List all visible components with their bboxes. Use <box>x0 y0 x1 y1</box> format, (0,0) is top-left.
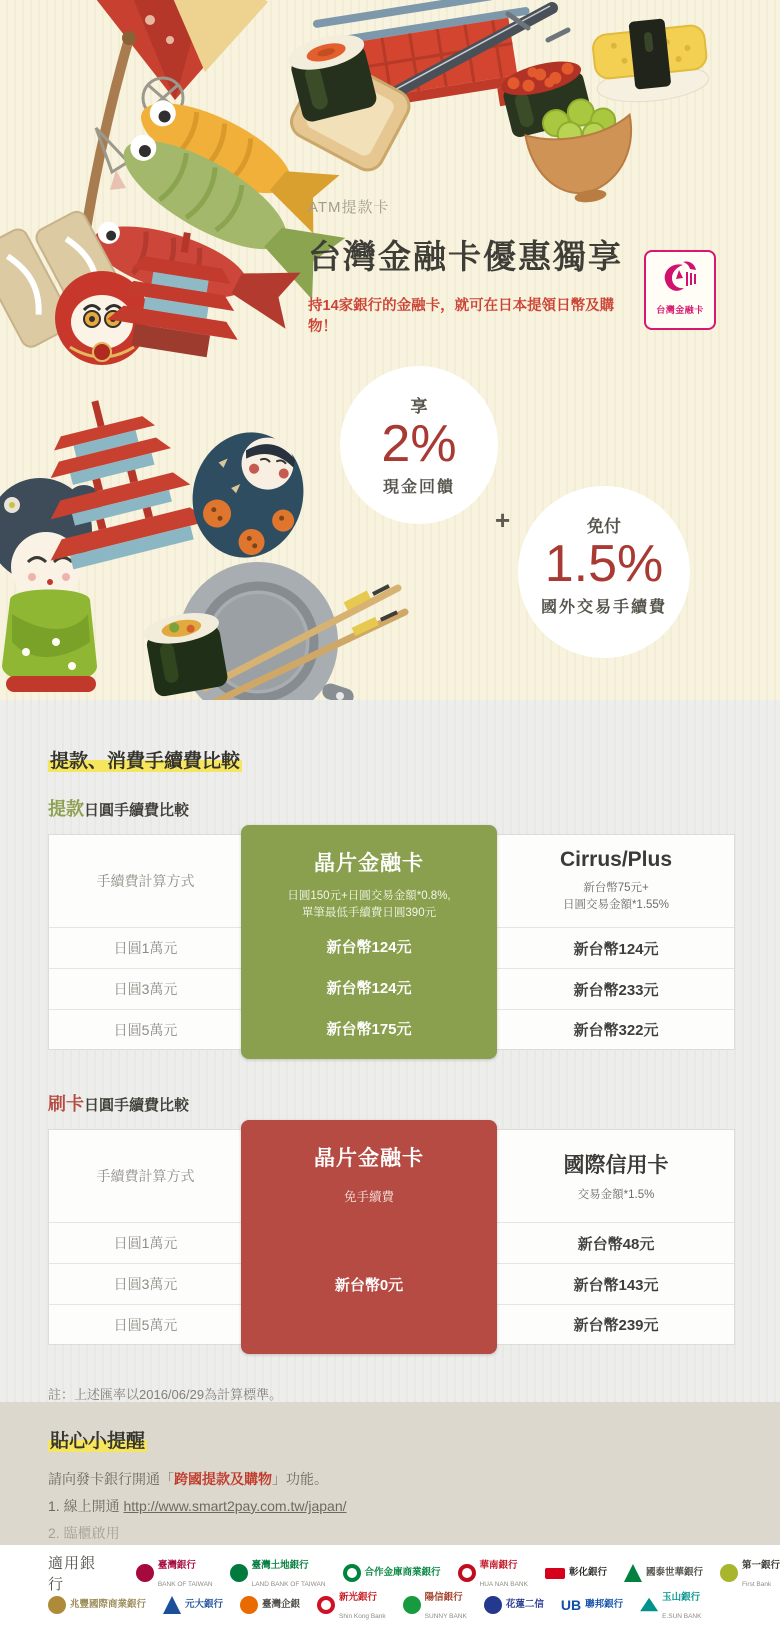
amount-cell: 日圓1萬元 <box>49 1222 242 1263</box>
yuanta-logo-icon <box>163 1596 181 1614</box>
cathay-united-logo-icon <box>624 1564 642 1582</box>
taiwan-financial-card-badge <box>644 250 716 330</box>
tamago-nigiri-icon <box>591 14 711 106</box>
shin-kong-logo-icon <box>317 1596 335 1614</box>
reminder-section <box>0 1402 780 1545</box>
offer1-value: 2% <box>381 415 457 473</box>
bank-taiwan-cooperative: 合作金庫商業銀行 <box>343 1564 441 1582</box>
value-cell: 新台幣239元 <box>498 1304 734 1344</box>
amount-cell: 日圓1萬元 <box>49 927 242 968</box>
value-cell: 新台幣233元 <box>498 968 734 1009</box>
taiwan-financial-card-logo-icon <box>659 258 701 296</box>
chip-value: 新台幣124元 <box>326 939 412 956</box>
value-cell: 新台幣322元 <box>498 1009 734 1049</box>
footnote-line: 註：上述匯率以2016/06/29為計算標準。 <box>48 1387 283 1402</box>
taiwan-business-logo-icon <box>240 1596 258 1614</box>
reminder-step2: 2. 臨櫃啟用 <box>48 1525 120 1541</box>
esun-bank-logo-icon <box>640 1596 658 1614</box>
cirrus-plus-header: Cirrus/Plus 新台幣75元+ 日圓交易金額*1.55% <box>559 848 673 911</box>
reminder-heading: 貼心小提醒 <box>50 1431 146 1452</box>
reminder-step1: 1. 線上開通 http://www.smart2pay.com.tw/japan/ <box>48 1498 347 1514</box>
offer1-prefix: 享 <box>410 397 428 416</box>
purchase-table-title: 刷卡日圓手續費比較 <box>48 1094 190 1114</box>
bank-hua-nan: 華南銀行 HUA NAN BANK <box>458 1555 528 1591</box>
bank-yuanta: 元大銀行 <box>163 1596 223 1614</box>
bank-shin-kong: 新光銀行 Shin Kong Bank <box>317 1587 386 1623</box>
chang-hwa-logo-icon <box>545 1568 565 1579</box>
chip-merged-value: 新台幣0元 <box>334 1276 404 1294</box>
hero-section <box>0 0 780 700</box>
purchase-fee-table <box>48 1129 735 1345</box>
chip-card-column: 晶片金融卡 日圓150元+日圓交易金額*0.8%, 單筆最低手續費日圓390元 新台幣124元 新台幣124元 新台幣175元 <box>241 825 497 1059</box>
hua-nan-logo-icon <box>458 1564 476 1582</box>
section-heading: 提款、消費手續費比較 <box>50 751 241 772</box>
bank-first-bank: 第一銀行 First Bank <box>720 1555 780 1591</box>
value-cell: 新台幣124元 <box>498 927 734 968</box>
amount-cell: 日圓5萬元 <box>49 1009 242 1049</box>
reminder-intro: 請向發卡銀行開通「跨國提款及購物」功能。 <box>48 1471 328 1487</box>
offer2-value: 1.5% <box>544 535 664 593</box>
offer-cashback-circle <box>340 366 498 524</box>
chip-card-title: 晶片金融卡 <box>314 852 424 875</box>
amount-cell: 日圓3萬元 <box>49 968 242 1009</box>
chip-value: 新台幣175元 <box>326 1021 412 1038</box>
hero-kicker: ATM提款卡 <box>308 199 390 216</box>
bank-mega: 兆豐國際商業銀行 <box>48 1596 146 1614</box>
credit-card-header: 國際信用卡 交易金額*1.5% <box>563 1153 669 1201</box>
union-bank-logo-icon: UB <box>560 1597 582 1613</box>
row-header-cell: 手續費計算方式 <box>96 1168 195 1184</box>
banks-label: 適用銀行 <box>48 1555 97 1593</box>
mega-bank-logo-icon <box>48 1596 66 1614</box>
chip-card-title: 晶片金融卡 <box>314 1147 424 1170</box>
fee-comparison-section <box>0 700 780 1402</box>
offer-feewaiver-circle <box>518 486 690 658</box>
plus-sign: + <box>495 505 511 535</box>
row-header-cell: 手續費計算方式 <box>96 873 195 889</box>
reminder-highlight: 跨國提款及購物 <box>174 1471 272 1487</box>
taiwan-cooperative-logo-icon <box>343 1564 361 1582</box>
chip-card-formula: 免手續費 <box>343 1190 394 1204</box>
bank-bank-of-taiwan: 臺灣銀行 BANK OF TAIWAN <box>136 1555 213 1591</box>
bank-of-taiwan-logo-icon <box>136 1564 154 1582</box>
chip-value: 新台幣124元 <box>326 980 412 997</box>
sushi-roll-2-icon <box>142 608 230 698</box>
withdraw-tag: 提款 <box>48 799 84 819</box>
first-bank-logo-icon <box>720 1564 738 1582</box>
chip-card-column <box>241 1120 497 1354</box>
sunny-bank-logo-icon <box>403 1596 421 1614</box>
offer1-label: 現金回饋 <box>382 478 455 496</box>
bank-union: UB 聯邦銀行 <box>560 1597 624 1613</box>
offer2-prefix: 免付 <box>587 517 621 536</box>
hero-subtitle: 持14家銀行的金融卡，就可在日本提領日幣及購物！ <box>308 298 615 335</box>
purchase-tag: 刷卡 <box>48 1094 84 1114</box>
amount-cell: 日圓5萬元 <box>49 1304 242 1344</box>
bank-row-2 <box>48 1590 780 1620</box>
bank-cathay-united: 國泰世華銀行 <box>624 1564 703 1582</box>
hero-text-block <box>308 196 638 336</box>
value-cell: 新台幣48元 <box>498 1222 734 1263</box>
bank-sunny: 陽信銀行 SUNNY BANK <box>403 1587 467 1623</box>
egg-kokeshi-icon <box>180 421 316 569</box>
bank-chang-hwa: 彰化銀行 <box>545 1568 607 1579</box>
bank-esun: 玉山銀行 E.SUN BANK <box>640 1587 701 1623</box>
hualien-second-logo-icon <box>484 1596 502 1614</box>
value-cell: 新台幣143元 <box>498 1263 734 1304</box>
withdraw-fee-table <box>48 834 735 1050</box>
bank-row-1 <box>48 1555 780 1593</box>
offer2-label: 國外交易手續費 <box>540 598 667 616</box>
bank-taiwan-business: 臺灣企銀 <box>240 1596 300 1614</box>
withdraw-table-title: 提款日圓手續費比較 <box>48 799 190 819</box>
applicable-banks-section <box>0 1545 780 1625</box>
badge-label: 台灣金融卡 <box>656 305 704 315</box>
bank-land-bank: 臺灣土地銀行 LAND BANK OF TAIWAN <box>230 1555 326 1591</box>
land-bank-logo-icon <box>230 1564 248 1582</box>
amount-cell: 日圓3萬元 <box>49 1263 242 1304</box>
smart2pay-link[interactable]: http://www.smart2pay.com.tw/japan/ <box>123 1498 347 1514</box>
bank-hualien-second: 花蓮二信 <box>484 1596 544 1614</box>
page-title: 台灣金融卡優惠獨享 <box>308 238 623 275</box>
